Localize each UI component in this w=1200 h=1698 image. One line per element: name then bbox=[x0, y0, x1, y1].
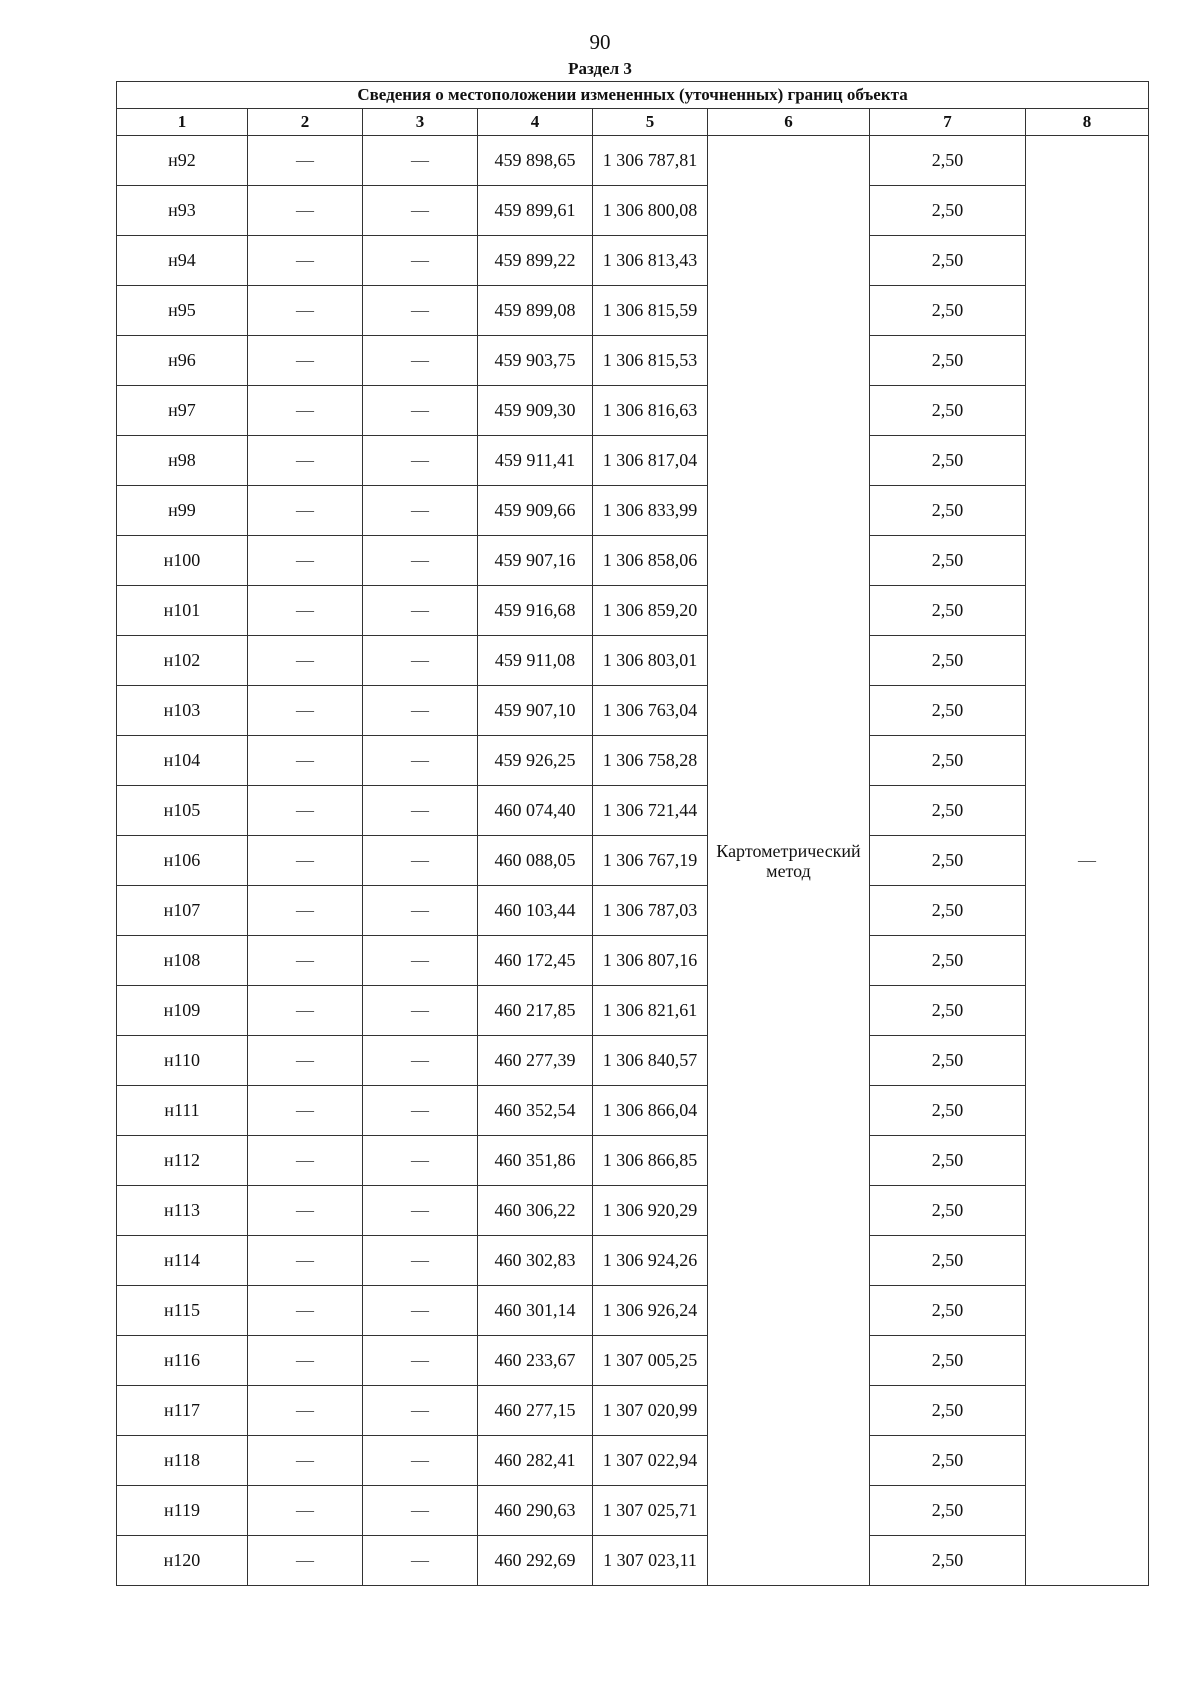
precision-value: 2,50 bbox=[870, 836, 1026, 886]
column-2-value: — bbox=[248, 1436, 363, 1486]
column-2-value: — bbox=[248, 786, 363, 836]
column-3-value: — bbox=[363, 636, 478, 686]
column-2-value: — bbox=[248, 886, 363, 936]
precision-value: 2,50 bbox=[870, 1186, 1026, 1236]
coordinate-y: 1 306 817,04 bbox=[593, 436, 708, 486]
point-id: н109 bbox=[117, 986, 248, 1036]
coordinate-y: 1 306 800,08 bbox=[593, 186, 708, 236]
coordinate-y: 1 306 926,24 bbox=[593, 1286, 708, 1336]
point-id: н102 bbox=[117, 636, 248, 686]
column-2-value: — bbox=[248, 1286, 363, 1336]
coordinate-x: 460 306,22 bbox=[478, 1186, 593, 1236]
column-3-value: — bbox=[363, 1336, 478, 1386]
column-3-value: — bbox=[363, 786, 478, 836]
table-row bbox=[117, 1386, 1149, 1436]
column-3-value: — bbox=[363, 1136, 478, 1186]
precision-value: 2,50 bbox=[870, 1386, 1026, 1436]
point-id: н112 bbox=[117, 1136, 248, 1186]
coordinate-x: 460 088,05 bbox=[478, 836, 593, 886]
coordinate-x: 460 301,14 bbox=[478, 1286, 593, 1336]
coordinate-x: 459 911,41 bbox=[478, 436, 593, 486]
point-id: н97 bbox=[117, 386, 248, 436]
point-id: н107 bbox=[117, 886, 248, 936]
table-row bbox=[117, 536, 1149, 586]
point-id: н108 bbox=[117, 936, 248, 986]
precision-value: 2,50 bbox=[870, 386, 1026, 436]
point-id: н105 bbox=[117, 786, 248, 836]
column-2-value: — bbox=[248, 1036, 363, 1086]
coordinates-table bbox=[116, 81, 1149, 1586]
coordinate-y: 1 306 840,57 bbox=[593, 1036, 708, 1086]
coordinate-y: 1 306 758,28 bbox=[593, 736, 708, 786]
table-row bbox=[117, 836, 1149, 886]
column-2-value: — bbox=[248, 286, 363, 336]
coordinate-x: 460 277,39 bbox=[478, 1036, 593, 1086]
coordinate-x: 459 907,10 bbox=[478, 686, 593, 736]
point-id: н104 bbox=[117, 736, 248, 786]
point-id: н100 bbox=[117, 536, 248, 586]
point-id: н115 bbox=[117, 1286, 248, 1336]
column-3-value: — bbox=[363, 1436, 478, 1486]
column-2-value: — bbox=[248, 436, 363, 486]
column-2-value: — bbox=[248, 1536, 363, 1586]
precision-value: 2,50 bbox=[870, 736, 1026, 786]
coordinate-y: 1 307 020,99 bbox=[593, 1386, 708, 1436]
coordinate-y: 1 306 803,01 bbox=[593, 636, 708, 686]
coordinate-x: 459 909,66 bbox=[478, 486, 593, 536]
coordinate-y: 1 306 866,04 bbox=[593, 1086, 708, 1136]
column-2-value: — bbox=[248, 336, 363, 386]
precision-value: 2,50 bbox=[870, 1536, 1026, 1586]
column-3-value: — bbox=[363, 336, 478, 386]
table-row bbox=[117, 336, 1149, 386]
table-row bbox=[117, 886, 1149, 936]
coordinate-y: 1 306 833,99 bbox=[593, 486, 708, 536]
table-row bbox=[117, 1236, 1149, 1286]
coordinate-x: 460 103,44 bbox=[478, 886, 593, 936]
coordinate-x: 459 899,22 bbox=[478, 236, 593, 286]
column-number-row bbox=[117, 109, 1149, 136]
column-2-value: — bbox=[248, 736, 363, 786]
point-id: н98 bbox=[117, 436, 248, 486]
column-2-value: — bbox=[248, 1186, 363, 1236]
coordinate-y: 1 306 815,59 bbox=[593, 286, 708, 336]
precision-value: 2,50 bbox=[870, 886, 1026, 936]
coordinate-y: 1 306 859,20 bbox=[593, 586, 708, 636]
table-row bbox=[117, 1036, 1149, 1086]
point-id: н117 bbox=[117, 1386, 248, 1436]
coordinate-y: 1 306 815,53 bbox=[593, 336, 708, 386]
column-3-value: — bbox=[363, 1086, 478, 1136]
column-3-value: — bbox=[363, 436, 478, 486]
column-number: 1 bbox=[117, 109, 248, 136]
coordinate-x: 459 899,61 bbox=[478, 186, 593, 236]
point-id: н116 bbox=[117, 1336, 248, 1386]
coordinate-x: 460 172,45 bbox=[478, 936, 593, 986]
precision-value: 2,50 bbox=[870, 536, 1026, 586]
column-3-value: — bbox=[363, 1286, 478, 1336]
column-2-value: — bbox=[248, 1086, 363, 1136]
table-row bbox=[117, 1536, 1149, 1586]
section-title: Раздел 3 bbox=[568, 59, 632, 78]
precision-value: 2,50 bbox=[870, 1136, 1026, 1186]
column-3-value: — bbox=[363, 236, 478, 286]
coordinate-y: 1 306 858,06 bbox=[593, 536, 708, 586]
precision-value: 2,50 bbox=[870, 1336, 1026, 1386]
coordinate-y: 1 306 924,26 bbox=[593, 1236, 708, 1286]
table-row bbox=[117, 436, 1149, 486]
coordinate-y: 1 306 721,44 bbox=[593, 786, 708, 836]
column-number: 5 bbox=[593, 109, 708, 136]
column-3-value: — bbox=[363, 286, 478, 336]
coordinate-y: 1 307 022,94 bbox=[593, 1436, 708, 1486]
table-row bbox=[117, 186, 1149, 236]
precision-value: 2,50 bbox=[870, 1236, 1026, 1286]
precision-value: 2,50 bbox=[870, 436, 1026, 486]
column-number: 8 bbox=[1026, 109, 1149, 136]
coordinate-y: 1 306 787,03 bbox=[593, 886, 708, 936]
coordinate-y: 1 307 005,25 bbox=[593, 1336, 708, 1386]
coordinate-x: 460 282,41 bbox=[478, 1436, 593, 1486]
table-row bbox=[117, 1086, 1149, 1136]
column-3-value: — bbox=[363, 736, 478, 786]
point-id: н95 bbox=[117, 286, 248, 336]
table-row bbox=[117, 986, 1149, 1036]
column-8-value: — bbox=[1026, 136, 1149, 1586]
table-row bbox=[117, 1136, 1149, 1186]
column-2-value: — bbox=[248, 936, 363, 986]
precision-value: 2,50 bbox=[870, 686, 1026, 736]
column-2-value: — bbox=[248, 1386, 363, 1436]
point-id: н101 bbox=[117, 586, 248, 636]
coordinate-x: 459 909,30 bbox=[478, 386, 593, 436]
column-3-value: — bbox=[363, 536, 478, 586]
column-2-value: — bbox=[248, 636, 363, 686]
coordinate-x: 460 277,15 bbox=[478, 1386, 593, 1436]
coordinate-y: 1 306 920,29 bbox=[593, 1186, 708, 1236]
table-caption: Сведения о местоположении измененных (уточненных) границ объекта bbox=[117, 82, 1149, 109]
column-3-value: — bbox=[363, 986, 478, 1036]
column-3-value: — bbox=[363, 686, 478, 736]
coordinate-y: 1 306 813,43 bbox=[593, 236, 708, 286]
point-id: н114 bbox=[117, 1236, 248, 1286]
column-3-value: — bbox=[363, 1186, 478, 1236]
precision-value: 2,50 bbox=[870, 786, 1026, 836]
column-number: 3 bbox=[363, 109, 478, 136]
table-row bbox=[117, 686, 1149, 736]
coordinate-x: 459 898,65 bbox=[478, 136, 593, 186]
precision-value: 2,50 bbox=[870, 186, 1026, 236]
point-id: н103 bbox=[117, 686, 248, 736]
coordinate-x: 459 907,16 bbox=[478, 536, 593, 586]
precision-value: 2,50 bbox=[870, 236, 1026, 286]
table-body bbox=[117, 136, 1149, 1586]
column-2-value: — bbox=[248, 136, 363, 186]
coordinate-x: 460 352,54 bbox=[478, 1086, 593, 1136]
coordinate-x: 459 903,75 bbox=[478, 336, 593, 386]
coordinate-x: 460 292,69 bbox=[478, 1536, 593, 1586]
column-number: 7 bbox=[870, 109, 1026, 136]
column-2-value: — bbox=[248, 236, 363, 286]
table-row bbox=[117, 786, 1149, 836]
coordinate-y: 1 307 025,71 bbox=[593, 1486, 708, 1536]
column-2-value: — bbox=[248, 1336, 363, 1386]
column-3-value: — bbox=[363, 1386, 478, 1436]
precision-value: 2,50 bbox=[870, 1086, 1026, 1136]
table-row bbox=[117, 586, 1149, 636]
coordinate-y: 1 306 767,19 bbox=[593, 836, 708, 886]
coordinate-y: 1 307 023,11 bbox=[593, 1536, 708, 1586]
table-row bbox=[117, 1336, 1149, 1386]
precision-value: 2,50 bbox=[870, 286, 1026, 336]
column-2-value: — bbox=[248, 386, 363, 436]
column-2-value: — bbox=[248, 836, 363, 886]
table-row bbox=[117, 1436, 1149, 1486]
point-id: н120 bbox=[117, 1536, 248, 1586]
coordinate-y: 1 306 821,61 bbox=[593, 986, 708, 1036]
column-2-value: — bbox=[248, 1486, 363, 1536]
table-row bbox=[117, 936, 1149, 986]
precision-value: 2,50 bbox=[870, 586, 1026, 636]
coordinate-x: 459 911,08 bbox=[478, 636, 593, 686]
coordinate-x: 460 233,67 bbox=[478, 1336, 593, 1386]
coordinate-y: 1 306 866,85 bbox=[593, 1136, 708, 1186]
column-3-value: — bbox=[363, 936, 478, 986]
point-id: н99 bbox=[117, 486, 248, 536]
coordinate-x: 460 302,83 bbox=[478, 1236, 593, 1286]
coordinate-x: 459 916,68 bbox=[478, 586, 593, 636]
precision-value: 2,50 bbox=[870, 136, 1026, 186]
precision-value: 2,50 bbox=[870, 336, 1026, 386]
column-2-value: — bbox=[248, 186, 363, 236]
method-cell: Картометрический метод bbox=[708, 136, 870, 1586]
table-row bbox=[117, 236, 1149, 286]
precision-value: 2,50 bbox=[870, 486, 1026, 536]
coordinate-y: 1 306 807,16 bbox=[593, 936, 708, 986]
point-id: н111 bbox=[117, 1086, 248, 1136]
column-3-value: — bbox=[363, 586, 478, 636]
table-row bbox=[117, 286, 1149, 336]
precision-value: 2,50 bbox=[870, 1486, 1026, 1536]
point-id: н110 bbox=[117, 1036, 248, 1086]
column-3-value: — bbox=[363, 886, 478, 936]
column-3-value: — bbox=[363, 1036, 478, 1086]
point-id: н113 bbox=[117, 1186, 248, 1236]
table-row bbox=[117, 1486, 1149, 1536]
column-2-value: — bbox=[248, 1236, 363, 1286]
table-caption-row bbox=[117, 82, 1149, 109]
column-3-value: — bbox=[363, 386, 478, 436]
coordinate-y: 1 306 816,63 bbox=[593, 386, 708, 436]
coordinate-x: 460 217,85 bbox=[478, 986, 593, 1036]
page-number: 90 bbox=[589, 30, 611, 54]
point-id: н92 bbox=[117, 136, 248, 186]
point-id: н119 bbox=[117, 1486, 248, 1536]
point-id: н93 bbox=[117, 186, 248, 236]
table-row bbox=[117, 1186, 1149, 1236]
table-row bbox=[117, 386, 1149, 436]
column-2-value: — bbox=[248, 486, 363, 536]
column-number: 4 bbox=[478, 109, 593, 136]
precision-value: 2,50 bbox=[870, 636, 1026, 686]
column-3-value: — bbox=[363, 486, 478, 536]
column-3-value: — bbox=[363, 1536, 478, 1586]
column-number: 6 bbox=[708, 109, 870, 136]
coordinate-x: 460 074,40 bbox=[478, 786, 593, 836]
point-id: н96 bbox=[117, 336, 248, 386]
column-2-value: — bbox=[248, 586, 363, 636]
column-2-value: — bbox=[248, 1136, 363, 1186]
point-id: н94 bbox=[117, 236, 248, 286]
table-row bbox=[117, 736, 1149, 786]
column-number: 2 bbox=[248, 109, 363, 136]
column-2-value: — bbox=[248, 686, 363, 736]
coordinate-x: 459 926,25 bbox=[478, 736, 593, 786]
column-2-value: — bbox=[248, 536, 363, 586]
table-row bbox=[117, 136, 1149, 186]
column-3-value: — bbox=[363, 1486, 478, 1536]
column-3-value: — bbox=[363, 836, 478, 886]
coordinate-x: 460 351,86 bbox=[478, 1136, 593, 1186]
precision-value: 2,50 bbox=[870, 1436, 1026, 1486]
precision-value: 2,50 bbox=[870, 936, 1026, 986]
coordinate-y: 1 306 763,04 bbox=[593, 686, 708, 736]
column-3-value: — bbox=[363, 136, 478, 186]
precision-value: 2,50 bbox=[870, 1286, 1026, 1336]
column-2-value: — bbox=[248, 986, 363, 1036]
point-id: н106 bbox=[117, 836, 248, 886]
coordinate-y: 1 306 787,81 bbox=[593, 136, 708, 186]
precision-value: 2,50 bbox=[870, 1036, 1026, 1086]
column-3-value: — bbox=[363, 1236, 478, 1286]
coordinate-x: 459 899,08 bbox=[478, 286, 593, 336]
coordinate-x: 460 290,63 bbox=[478, 1486, 593, 1536]
table-row bbox=[117, 486, 1149, 536]
point-id: н118 bbox=[117, 1436, 248, 1486]
table-row bbox=[117, 636, 1149, 686]
precision-value: 2,50 bbox=[870, 986, 1026, 1036]
table-row bbox=[117, 1286, 1149, 1336]
column-3-value: — bbox=[363, 186, 478, 236]
